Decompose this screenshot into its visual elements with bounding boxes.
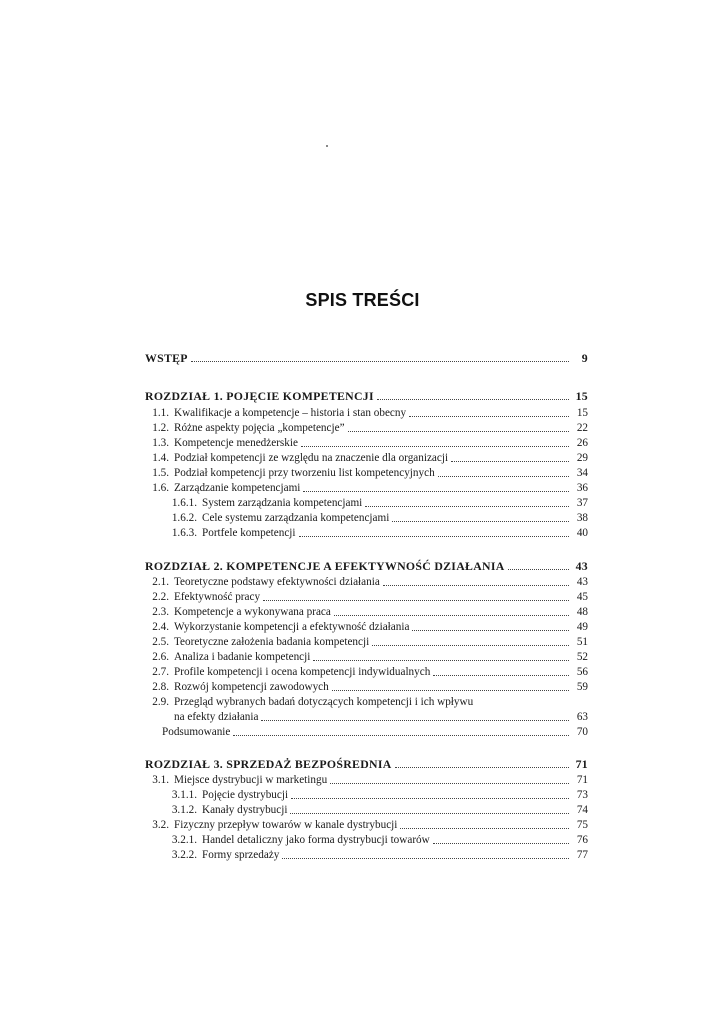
toc-entry-number: 1.1. bbox=[152, 407, 169, 419]
toc-entry-number: 2.3. bbox=[152, 606, 169, 618]
toc-page-number: 56 bbox=[576, 666, 588, 678]
dot-leader bbox=[476, 705, 569, 706]
toc-entry-title: System zarządzania kompetencjami bbox=[202, 497, 363, 509]
dot-leader bbox=[313, 659, 569, 661]
toc-entry-title: Cele systemu zarządzania kompetencjami bbox=[202, 512, 390, 524]
dot-leader bbox=[433, 842, 569, 844]
toc-row bbox=[145, 679, 588, 694]
toc-row bbox=[145, 435, 588, 450]
toc-row bbox=[145, 574, 588, 589]
toc-entry-number: 1.3. bbox=[152, 437, 169, 449]
toc-entry-number: 2.5. bbox=[152, 636, 169, 648]
toc-page-number: 49 bbox=[576, 621, 588, 633]
toc-entry-title: ROZDZIAŁ 1. POJĘCIE KOMPETENCJI bbox=[145, 389, 374, 403]
toc-page-number: 76 bbox=[576, 834, 588, 846]
toc-row bbox=[165, 495, 588, 510]
toc-page-number: 40 bbox=[576, 527, 588, 539]
toc-entry-title: Teoretyczne podstawy efektywności działania bbox=[174, 576, 380, 588]
toc-row bbox=[145, 634, 588, 649]
toc-chapter-row bbox=[145, 388, 588, 403]
toc-entry-number: 2.9. bbox=[152, 696, 169, 708]
toc-entry-title: Podział kompetencji ze względu na znaczenie dla organizacji bbox=[174, 452, 449, 464]
toc-entry-number: 1.4. bbox=[152, 452, 169, 464]
dot-leader bbox=[263, 599, 569, 601]
dot-leader bbox=[438, 475, 569, 477]
toc-page-number: 38 bbox=[576, 512, 588, 524]
toc-entry-title: Różne aspekty pojęcia „kompetencje” bbox=[174, 422, 345, 434]
toc-entry-title: Podsumowanie bbox=[162, 726, 231, 738]
dot-leader bbox=[261, 719, 569, 721]
toc-entry-number: 2.7. bbox=[152, 666, 169, 678]
toc-page-number: 63 bbox=[576, 711, 588, 723]
toc-row bbox=[145, 420, 588, 435]
toc-row bbox=[145, 480, 588, 495]
toc-entry-number: 3.1. bbox=[152, 774, 169, 786]
toc-page-number: 77 bbox=[576, 849, 588, 861]
toc-entry-title: Pojęcie dystrybucji bbox=[202, 789, 289, 801]
toc-page-number: 45 bbox=[576, 591, 588, 603]
dot-leader bbox=[365, 505, 569, 507]
toc-row bbox=[145, 589, 588, 604]
dot-leader bbox=[348, 430, 569, 432]
toc-row bbox=[145, 664, 588, 679]
toc-entry-number: 3.2.1. bbox=[171, 834, 197, 846]
toc-row bbox=[174, 709, 588, 724]
dot-leader bbox=[303, 490, 569, 492]
dot-leader bbox=[400, 827, 569, 829]
dot-leader bbox=[383, 584, 569, 586]
toc-row bbox=[165, 787, 588, 802]
toc-entry-title: na efekty działania bbox=[174, 711, 259, 723]
toc-entry-title: Profile kompetencji i ocena kompetencji indywidualnych bbox=[174, 666, 431, 678]
dot-leader bbox=[290, 812, 569, 814]
dot-leader bbox=[282, 857, 569, 859]
toc-entry-number: 2.1. bbox=[152, 576, 169, 588]
toc-page-number: 26 bbox=[576, 437, 588, 449]
toc-entry-number: 2.4. bbox=[152, 621, 169, 633]
toc-page-number: 43 bbox=[575, 559, 588, 573]
toc-page-number: 9 bbox=[581, 351, 588, 365]
dot-leader bbox=[299, 535, 569, 537]
toc-chapter-row bbox=[145, 756, 588, 771]
dot-leader bbox=[377, 398, 569, 400]
dot-leader bbox=[372, 644, 569, 646]
toc-entry-number: 3.1.2. bbox=[171, 804, 197, 816]
toc-chapter-row bbox=[145, 558, 588, 573]
toc-entry-number: 2.6. bbox=[152, 651, 169, 663]
toc-row bbox=[145, 817, 588, 832]
toc-entry-number: 3.2.2. bbox=[171, 849, 197, 861]
toc-page-number: 52 bbox=[576, 651, 588, 663]
toc-entry-number: 3.2. bbox=[152, 819, 169, 831]
toc-page-number: 15 bbox=[576, 407, 588, 419]
dot-leader bbox=[291, 797, 569, 799]
toc-entry-number: 1.6.1. bbox=[171, 497, 197, 509]
toc-entry-number: 1.6. bbox=[152, 482, 169, 494]
toc-page-number: 59 bbox=[576, 681, 588, 693]
dot-leader bbox=[332, 689, 569, 691]
toc-page-number: 70 bbox=[576, 726, 588, 738]
toc-row bbox=[145, 649, 588, 664]
toc-entry-title: Przegląd wybranych badań dotyczących kompetencji i ich wpływu bbox=[174, 696, 474, 708]
toc-entry-number: 3.1.1. bbox=[171, 789, 197, 801]
toc-page-number: 75 bbox=[576, 819, 588, 831]
toc-chapter-row bbox=[145, 350, 588, 365]
toc-page-number: 73 bbox=[576, 789, 588, 801]
toc-entry-title: Podział kompetencji przy tworzeniu list kompetencyjnych bbox=[174, 467, 435, 479]
toc-entry-title: Zarządzanie kompetencjami bbox=[174, 482, 301, 494]
toc-page-number: 37 bbox=[576, 497, 588, 509]
dot-leader bbox=[508, 568, 569, 570]
toc-page-number: 71 bbox=[576, 774, 588, 786]
dot-leader bbox=[412, 629, 569, 631]
toc-row bbox=[145, 619, 588, 634]
toc-row bbox=[162, 724, 588, 739]
toc-entry-title: Wykorzystanie kompetencji a efektywność działania bbox=[174, 621, 410, 633]
toc-page-number: 15 bbox=[575, 389, 588, 403]
toc-page-number: 51 bbox=[576, 636, 588, 648]
toc-entry-number: 1.2. bbox=[152, 422, 169, 434]
toc-entry-title: Rozwój kompetencji zawodowych bbox=[174, 681, 329, 693]
toc-row bbox=[145, 450, 588, 465]
toc-page-number: 22 bbox=[576, 422, 588, 434]
dot-leader bbox=[392, 520, 569, 522]
dot-leader bbox=[330, 782, 569, 784]
toc-entry-title: ROZDZIAŁ 2. KOMPETENCJE A EFEKTYWNOŚĆ DZIAŁANIA bbox=[145, 559, 505, 573]
toc-row bbox=[145, 465, 588, 480]
toc-entry-title: Analiza i badanie kompetencji bbox=[174, 651, 311, 663]
toc-entry-title: Efektywność pracy bbox=[174, 591, 261, 603]
toc-row bbox=[165, 832, 588, 847]
toc-page-number: 34 bbox=[576, 467, 588, 479]
toc-entry-number: 2.2. bbox=[152, 591, 169, 603]
toc-page-number: 43 bbox=[576, 576, 588, 588]
toc-page-number: 29 bbox=[576, 452, 588, 464]
toc-entry-number: 2.8. bbox=[152, 681, 169, 693]
page-title: SPIS TREŚCI bbox=[305, 290, 420, 310]
dot-leader bbox=[433, 674, 569, 676]
toc-entry-title: ROZDZIAŁ 3. SPRZEDAŻ BEZPOŚREDNIA bbox=[145, 757, 392, 771]
dot-leader bbox=[233, 734, 569, 736]
toc-entry-title: Kompetencje menedżerskie bbox=[174, 437, 298, 449]
toc-entry-title: Formy sprzedaży bbox=[202, 849, 280, 861]
toc-entry-title: WSTĘP bbox=[145, 351, 188, 365]
toc-page-number: 71 bbox=[575, 757, 588, 771]
toc-row bbox=[145, 772, 588, 787]
dot-leader bbox=[409, 415, 569, 417]
scan-speck bbox=[326, 145, 328, 147]
toc-entry-number: 1.6.3. bbox=[171, 527, 197, 539]
dot-leader bbox=[334, 614, 569, 616]
dot-leader bbox=[395, 766, 569, 768]
toc-row bbox=[165, 510, 588, 525]
toc-entry-title: Fizyczny przepływ towarów w kanale dystrybucji bbox=[174, 819, 398, 831]
toc-entry-title: Portfele kompetencji bbox=[202, 527, 296, 539]
dot-leader bbox=[191, 360, 569, 362]
toc-entry-title: Kwalifikacje a kompetencje – historia i stan obecny bbox=[174, 407, 407, 419]
toc-row bbox=[165, 802, 588, 817]
toc-row bbox=[165, 847, 588, 862]
toc-entry-title: Handel detaliczny jako forma dystrybucji towarów bbox=[202, 834, 430, 846]
toc-entry-number: 1.5. bbox=[152, 467, 169, 479]
toc-row bbox=[145, 405, 588, 420]
toc-page-number: 48 bbox=[576, 606, 588, 618]
toc-entry-title: Kompetencje a wykonywana praca bbox=[174, 606, 331, 618]
toc-page-number: 74 bbox=[576, 804, 588, 816]
toc-row bbox=[145, 694, 588, 709]
toc-page-number: 36 bbox=[576, 482, 588, 494]
toc-row bbox=[145, 604, 588, 619]
toc-entry-title: Teoretyczne założenia badania kompetencji bbox=[174, 636, 370, 648]
toc-entry-number: 1.6.2. bbox=[171, 512, 197, 524]
toc-entry-title: Kanały dystrybucji bbox=[202, 804, 288, 816]
toc-entry-title: Miejsce dystrybucji w marketingu bbox=[174, 774, 328, 786]
dot-leader bbox=[451, 460, 569, 462]
dot-leader bbox=[301, 445, 569, 447]
toc-row bbox=[165, 525, 588, 540]
